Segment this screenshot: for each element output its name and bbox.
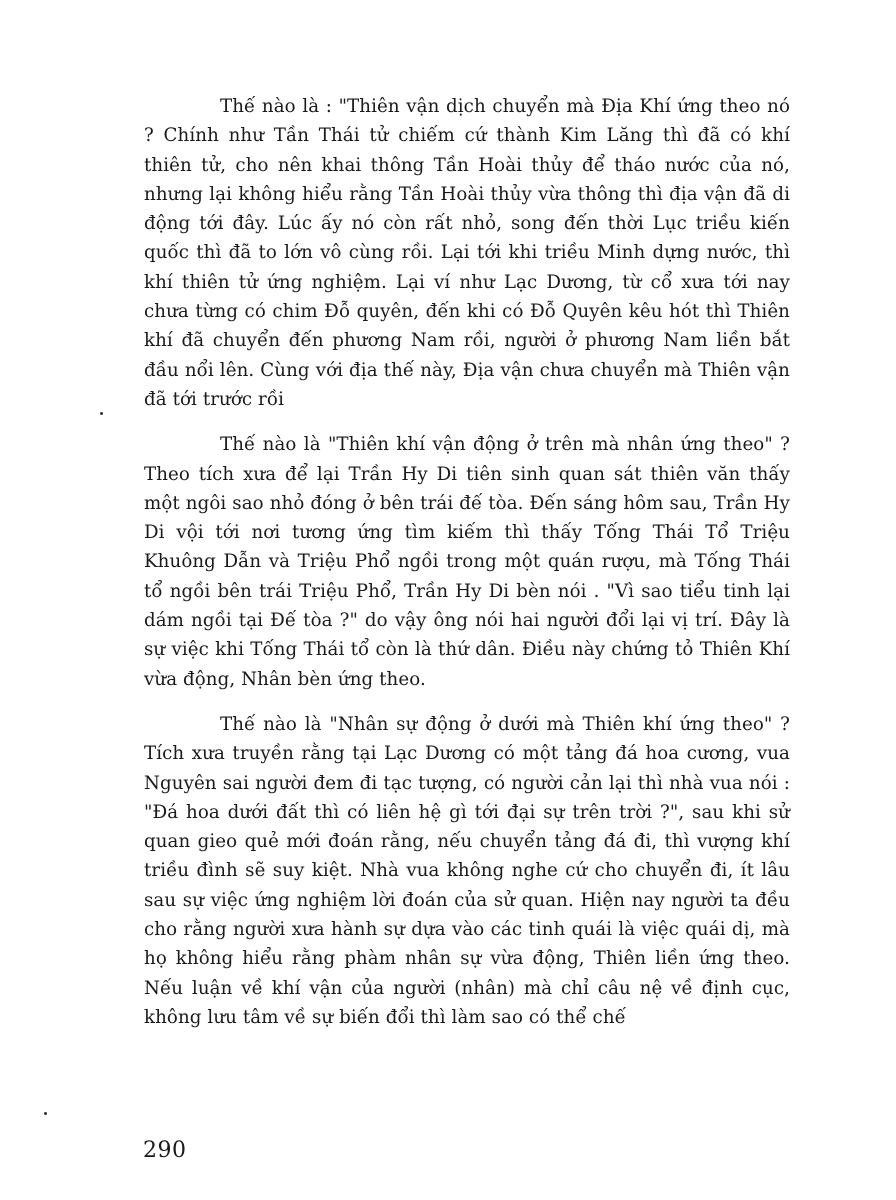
scan-speck — [100, 412, 103, 415]
paragraph-2: Thế nào là "Thiên khí vận động ở trên mà nhân ứng theo" ? Theo tích xưa để lại Trần Hy Di tiên sinh quan sát thiên văn thấy một ngôi sao nhỏ đóng ở bên trái đế tòa. Đến sáng hôm sau, Trần Hy Di vội tới nơi tương ứng tìm kiếm thì thấy Tống Thái Tổ Triệu Khuông Dẫn và Triệu Phổ ngồi trong một quán rượu, mà Tống Thái tổ ngồi bên trái Triệu Phổ, Trần Hy Di bèn nói . "Vì sao tiểu tinh lại dám ngồi tại Đế tòa ?" do vậy ông nói hai người đổi lại vị trí. Đây là sự việc khi Tống Thái tổ còn là thứ dân. Điều này chứng tỏ Thiên Khí vừa động, Nhân bèn ứng theo. — [144, 434, 790, 690]
scan-speck — [44, 1112, 47, 1115]
paragraph-1: Thế nào là : "Thiên vận dịch chuyển mà Địa Khí ứng theo nó ? Chính như Tần Thái tử chiếm cứ thành Kim Lăng thì đã có khí thiên tử, cho nên khai thông Tần Hoài thủy để tháo nước của nó, nhưng lại không hiểu rằng Tần Hoài thủy vừa thông thì địa vận đã di động tới đây. Lúc ấy nó còn rất nhỏ, song đến thời Lục triều kiến quốc thì đã to lớn vô cùng rồi. Lại tới khi triều Minh dựng nước, thì khí thiên tử ứng nghiệm. Lại ví như Lạc Dương, từ cổ xưa tới nay chưa từng có chim Đỗ quyên, đến khi có Đỗ Quyên kêu hót thì Thiên khí đã chuyển đến phương Nam rồi, người ở phương Nam liền bắt đầu nổi lên. Cùng với địa thế này, Địa vận chưa chuyển mà Thiên vận đã tới trước rồi — [144, 96, 790, 410]
paragraph-3: Thế nào là "Nhân sự động ở dưới mà Thiên khí ứng theo" ? Tích xưa truyền rằng tại Lạc Dương có một tảng đá hoa cương, vua Nguyên sai người đem đi tạc tượng, có người cản lại thì nhà vua nói : "Đá hoa dưới đất thì có liên hệ gì tới đại sự trên trời ?", sau khi sử quan gieo quẻ mới đoán rằng, nếu chuyển tảng đá đi, thì vượng khí triều đình sẽ suy kiệt. Nhà vua không nghe cứ cho chuyển đi, ít lâu sau sự việc ứng nghiệm lời đoán của sử quan. Hiện nay người ta đều cho rằng người xưa hành sự dựa vào các tinh quái là việc quái dị, mà họ không hiểu rằng phàm nhân sự vừa động, Thiên liền ứng theo. Nếu luận về khí vận của người (nhân) mà chỉ câu nệ về định cục, không lưu tâm về sự biến đổi thì làm sao có thể chế — [144, 713, 790, 1028]
body-text — [144, 92, 790, 1048]
page-number: 290 — [143, 1138, 187, 1163]
